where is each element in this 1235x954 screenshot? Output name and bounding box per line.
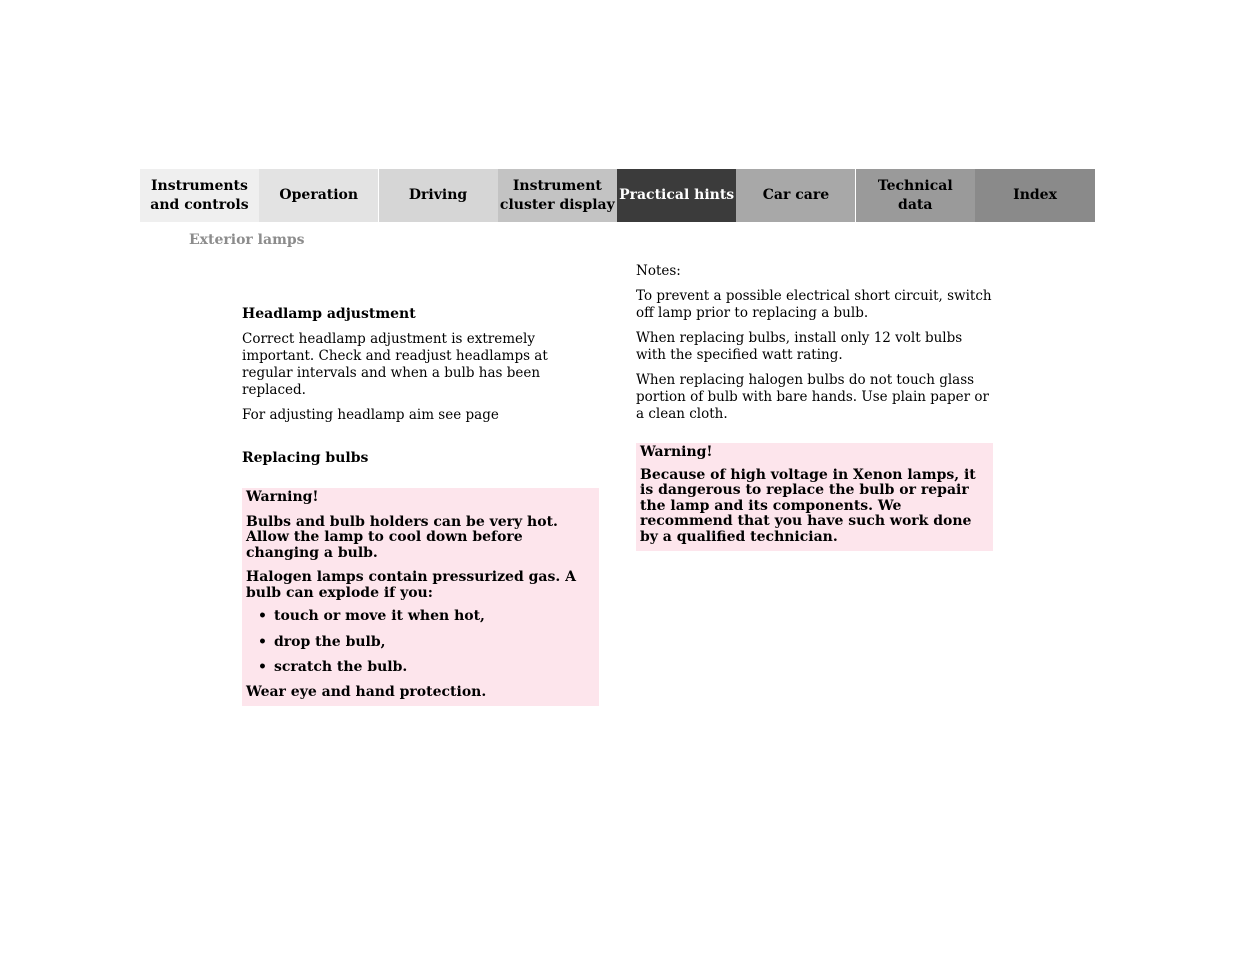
list-item bbox=[246, 609, 595, 625]
list-item bbox=[246, 660, 595, 676]
tab-instruments-and-controls[interactable]: Instruments and controls bbox=[140, 169, 259, 222]
headlamp-adjustment-heading: Headlamp adjustment bbox=[242, 306, 416, 322]
headlamp-adjustment-text: Correct headlamp adjustment is extremely important. Check and readjust headlamps at regular intervals and when a bulb has been replaced. bbox=[242, 331, 548, 398]
list-item bbox=[246, 635, 595, 651]
section-title: Exterior lamps bbox=[189, 232, 305, 248]
chapter-tab-bar bbox=[140, 169, 1095, 222]
tab-driving[interactable]: Driving bbox=[379, 169, 498, 222]
xenon-warning-box bbox=[636, 443, 993, 551]
list-item-text: scratch the bulb. bbox=[274, 659, 408, 675]
xenon-warning-text: Because of high voltage in Xenon lamps, it is dangerous to replace the bulb or repair the lamp and its components. We recommend that you have such work done by a qualified technician. bbox=[640, 466, 976, 545]
warning-title: Warning! bbox=[640, 444, 713, 460]
tab-index[interactable]: Index bbox=[975, 169, 1095, 222]
notes-label: Notes: bbox=[636, 263, 681, 279]
bullet-icon: • bbox=[258, 633, 267, 650]
list-item-text: touch or move it when hot, bbox=[274, 608, 485, 624]
tab-instrument-cluster-display[interactable]: Instrument cluster display bbox=[498, 169, 617, 222]
tab-car-care[interactable]: Car care bbox=[736, 169, 855, 222]
warning-paragraph-pressurized: Halogen lamps contain pressurized gas. A bulb can explode if you: bbox=[246, 569, 576, 601]
note-short-circuit: To prevent a possible electrical short circuit, switch off lamp prior to replacing a bulb. bbox=[636, 288, 992, 321]
replacing-bulbs-heading: Replacing bulbs bbox=[242, 450, 369, 466]
right-column bbox=[636, 263, 993, 551]
bullet-icon: • bbox=[258, 608, 267, 624]
tab-practical-hints[interactable]: Practical hints bbox=[617, 169, 736, 222]
bulb-warning-box bbox=[242, 488, 599, 706]
tab-technical-data[interactable]: Technical data bbox=[856, 169, 975, 222]
headlamp-aim-reference: For adjusting headlamp aim see page bbox=[242, 407, 499, 423]
left-column bbox=[242, 306, 599, 706]
warning-paragraph-protection: Wear eye and hand protection. bbox=[246, 683, 487, 700]
note-bulb-voltage: When replacing bulbs, install only 12 volt bulbs with the specified watt rating. bbox=[636, 330, 963, 363]
warning-paragraph-hot: Bulbs and bulb holders can be very hot. Allow the lamp to cool down before changing a bulb. bbox=[246, 513, 558, 561]
note-halogen-handling: When replacing halogen bulbs do not touch glass portion of bulb with bare hands. Use plain paper or a clean cloth. bbox=[636, 372, 989, 422]
bullet-icon: • bbox=[258, 659, 267, 675]
warning-list bbox=[246, 609, 595, 676]
list-item-text: drop the bulb, bbox=[274, 633, 386, 650]
tab-operation[interactable]: Operation bbox=[259, 169, 378, 222]
warning-title: Warning! bbox=[246, 489, 319, 505]
